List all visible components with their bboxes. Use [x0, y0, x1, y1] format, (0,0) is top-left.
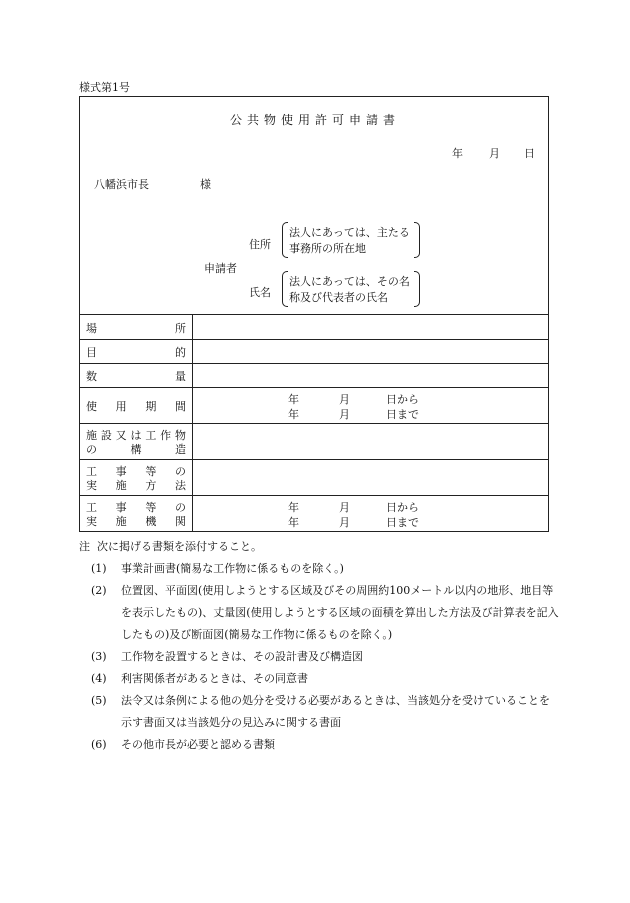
date-month-label: 月 — [489, 147, 500, 160]
form-title: 公共物使用許可申請書 — [229, 113, 400, 127]
note-item — [79, 558, 559, 580]
usage-period-start-day: 日から — [386, 393, 419, 406]
row-rule — [80, 363, 548, 364]
application-form — [79, 96, 549, 532]
form-number: 様式第1号 — [79, 81, 130, 94]
date-year-label: 年 — [452, 147, 463, 160]
usage-period-start-month: 月 — [339, 393, 350, 406]
usage-period-end-day: 日まで — [386, 408, 419, 421]
addressee-honorific: 様 — [200, 178, 211, 191]
note-number: (2) — [91, 584, 107, 597]
address-label: 住所 — [249, 238, 271, 251]
work-period-end-month: 月 — [339, 516, 350, 529]
name-bracket-open — [282, 271, 288, 307]
row-label-structure-line1: 施 設 又 は 工 作 物 — [86, 429, 186, 442]
usage-period-end-month: 月 — [339, 408, 350, 421]
usage-period-end-year: 年 — [288, 408, 299, 421]
row-label-place: 場 所 — [86, 322, 186, 335]
work-period-start-month: 月 — [339, 501, 350, 514]
table-top-rule — [80, 314, 548, 315]
name-note-line2: 称及び代表者の氏名 — [289, 291, 388, 304]
work-period-start-year: 年 — [288, 501, 299, 514]
address-bracket-close — [414, 222, 420, 258]
row-rule — [80, 423, 548, 424]
column-rule — [192, 314, 193, 531]
note-text: 工作物を設置するときは、その設計書及び構造図 — [121, 650, 363, 663]
note-text: その他市長が必要と認める書類 — [121, 738, 275, 751]
name-label: 氏名 — [249, 286, 271, 299]
note-number: (4) — [91, 672, 107, 685]
usage-period-start-year: 年 — [288, 393, 299, 406]
row-rule — [80, 339, 548, 340]
applicant-label: 申請者 — [204, 262, 237, 275]
name-note-line1: 法人にあっては、その名 — [289, 275, 410, 288]
note-item — [79, 668, 559, 690]
address-note-line2: 事務所の所在地 — [289, 242, 366, 255]
row-rule — [80, 495, 548, 496]
notes-heading-text: 次に掲げる書類を添付すること。 — [97, 540, 262, 553]
work-period-end-day: 日まで — [386, 516, 419, 529]
address-bracket-open — [282, 222, 288, 258]
note-number: (3) — [91, 650, 107, 663]
note-text: 法令又は条例による他の処分を受ける必要があるときは、当該処分を受けていることを示す書面又は当該処分の見込みに関する書面 — [121, 694, 550, 729]
notes-heading-label: 注 — [79, 540, 90, 553]
row-label-purpose: 目 的 — [86, 346, 186, 359]
address-note-line1: 法人にあっては、主たる — [289, 226, 410, 239]
note-number: (1) — [91, 562, 107, 575]
row-rule — [80, 459, 548, 460]
note-item — [79, 690, 559, 734]
notes-heading — [79, 536, 559, 558]
note-text: 事業計画書(簡易な工作物に係るものを除く。) — [121, 562, 344, 575]
work-period-end-year: 年 — [288, 516, 299, 529]
note-number: (5) — [91, 694, 107, 707]
note-text: 利害関係者があるときは、その同意書 — [121, 672, 308, 685]
row-label-method-line2: 実 施 方 法 — [86, 479, 186, 492]
note-item — [79, 580, 559, 646]
row-label-structure-line2: の 構 造 — [86, 443, 186, 456]
row-label-work-period-line2: 実 施 機 関 — [86, 515, 186, 528]
row-rule — [80, 387, 548, 388]
note-item — [79, 646, 559, 668]
row-label-method-line1: 工 事 等 の — [86, 465, 186, 478]
row-label-quantity: 数 量 — [86, 370, 186, 383]
note-item — [79, 734, 559, 756]
addressee-name: 八幡浜市長 — [94, 178, 149, 191]
attachment-notes — [79, 536, 559, 756]
row-label-work-period-line1: 工 事 等 の — [86, 501, 186, 514]
row-label-usage-period: 使 用 期 間 — [86, 400, 186, 413]
work-period-start-day: 日から — [386, 501, 419, 514]
name-bracket-close — [414, 271, 420, 307]
note-number: (6) — [91, 738, 107, 751]
date-day-label: 日 — [524, 147, 535, 160]
note-text: 位置図、平面図(使用しようとする区域及びその周囲約100メートル以内の地形、地目等を表示したもの)、丈量図(使用しようとする区域の面積を算出した方法及び計算表を記入したもの)及び断面図(簡易な工作物に係るものを除く。) — [121, 584, 559, 641]
